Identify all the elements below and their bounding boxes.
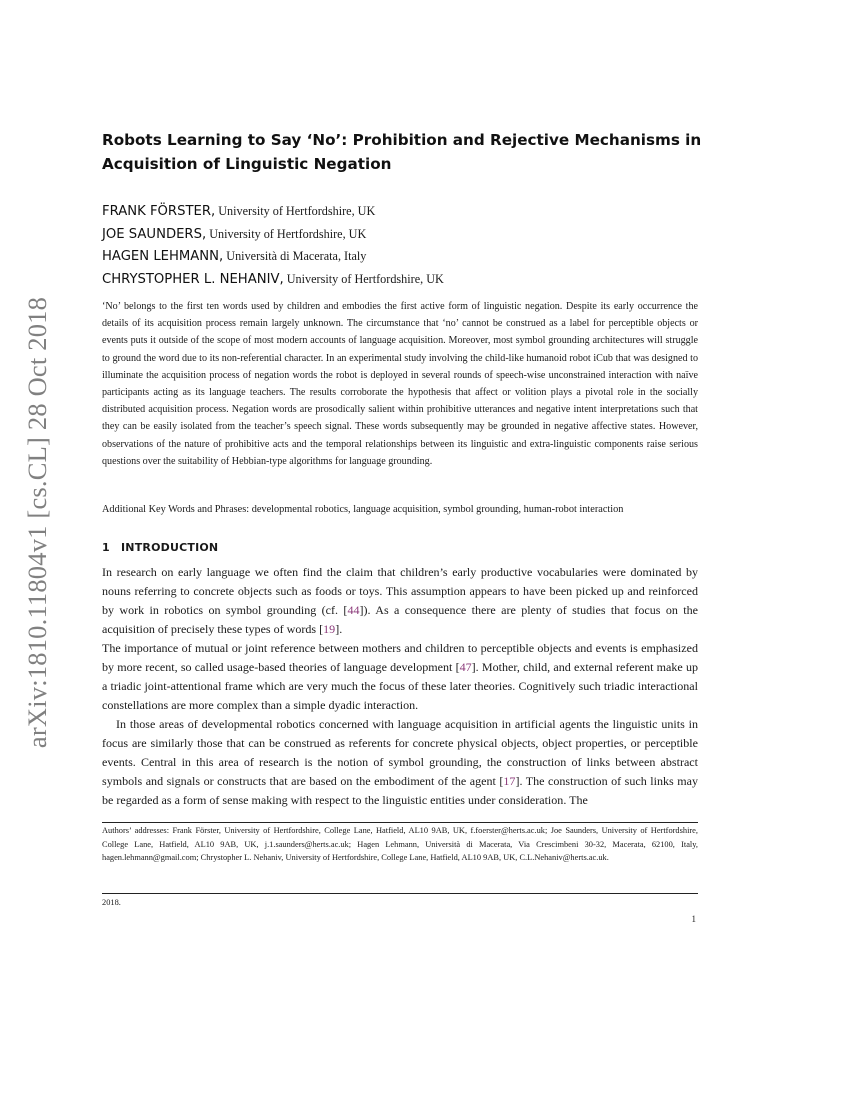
text-segment: ]. The construction of such links may be regarded as a form of sense making with respect to the linguistic entities under consideration. The: [102, 774, 698, 807]
section-number: 1: [102, 541, 110, 554]
section-title: INTRODUCTION: [121, 541, 219, 554]
author-name: FRANK FÖRSTER,: [102, 204, 216, 219]
footnote-divider: [102, 822, 698, 823]
paragraph: [102, 563, 698, 639]
page-number: 1: [691, 914, 696, 924]
body-text: [102, 563, 698, 810]
arxiv-stamp-text: arXiv:1810.11804v1 [cs.CL] 28 Oct 2018: [22, 296, 53, 748]
text-segment: ]). As a consequence there are plenty of studies that focus on the acquisition of precisely these types of words [: [102, 603, 698, 636]
paragraph: [102, 715, 698, 810]
author-affiliation: Università di Macerata, Italy: [223, 249, 367, 263]
author-entry: [102, 223, 444, 246]
footer-divider: [102, 893, 698, 894]
paper-title: Robots Learning to Say ‘No’: Prohibition and Rejective Mechanisms in Acquisition of Linguistic Negation: [102, 131, 702, 173]
author-name: HAGEN LEHMANN,: [102, 249, 224, 264]
keywords: Additional Key Words and Phrases: developmental robotics, language acquisition, symbol grounding, human-robot interaction: [102, 504, 624, 515]
author-list: [102, 200, 444, 290]
arxiv-stamp: [18, 292, 58, 752]
author-affiliation: University of Hertfordshire, UK: [215, 204, 376, 218]
text-segment: ]. Mother, child, and external referent make up a triadic joint-attentional frame which are very much the focus of these later theories. Cognitively such triadic interactional constellations are more complex than a simple dyadic interaction.: [102, 660, 699, 712]
author-entry: [102, 268, 444, 291]
text-segment: ].: [335, 622, 343, 636]
author-name: JOE SAUNDERS,: [102, 226, 207, 242]
author-affiliation: University of Hertfordshire, UK: [206, 226, 367, 241]
paragraph: [102, 639, 698, 715]
text-segment: In those areas of developmental robotics concerned with language acquisition in artificial agents the linguistic units in focus are similarly those that can be construed as referents for concrete physical objects, object properties, or perceptible events. Central in this area of research is the notion of symbol grounding, the construction of links between abstract symbols and signals or constructs that are based on the embodiment of the agent [: [102, 717, 698, 788]
text-segment: In research on early language we often find the claim that children’s early productive vocabularies were dominated by nouns referring to concrete objects such as foods or toys. This assumption appears to have been picked up and reinforced by work in robotics on symbol grounding (cf. [: [102, 565, 698, 617]
author-addresses-footnote: Authors’ addresses: Frank Förster, University of Hertfordshire, College Lane, Hatfield, AL10 9AB, UK, f.foerster@herts.ac.uk; Joe Saunders, University of Hertfordshire, College Lane, Hatfield, AL10 9AB, UK, j.1.saunders@herts.ac.uk; Hagen Lehmann, Università di Macerata, Via Crescimbeni 30-32, Macerata, 62100, Italy, hagen.lehmann@gmail.com; Chrystopher L. Nehaniv, University of Hertfordshire, College Lane, Hatfield, AL10 9AB, UK, C.L.Nehaniv@herts.ac.uk.: [102, 826, 698, 863]
author-entry: [102, 200, 444, 223]
citation-link[interactable]: 47: [459, 660, 472, 674]
author-name: CHRYSTOPHER L. NEHANIV,: [102, 271, 284, 287]
section-heading: [102, 539, 218, 557]
abstract: ‘No’ belongs to the first ten words used by children and embodies the first active form of linguistic negation. Despite its early occurrence the details of its acquisition process remain largely unknown. The circumstance that ‘no’ cannot be construed as a label for perceptible objects or events puts it outside of the scope of most modern accounts of language acquisition. Moreover, most symbol grounding architectures will struggle to ground the word due to its non-referential character. In an experimental study involving the child-like humanoid robot iCub that was designed to illuminate the acquisition process of negation words the robot is deployed in several rounds of speech-wise unconstrained interaction with naïve participants acting as its language teachers. The results corroborate the hypothesis that affect or volition plays a pivotal role in the socially distributed acquisition process. Negation words are prosodically salient within prohibitive utterances and negative intent interpretations such that they can be easily isolated from the teacher’s speech signal. These words subsequently may be grounded in negative affective states. However, observations of the nature of prohibitive acts and the temporal relationships between its linguistic and extra-linguistic components raise serious questions over the suitability of Hebbian-type algorithms for language grounding.: [102, 301, 698, 467]
citation-link[interactable]: 17: [503, 774, 516, 788]
citation-link[interactable]: 19: [323, 622, 336, 636]
author-affiliation: University of Hertfordshire, UK: [283, 271, 444, 286]
publication-year: 2018.: [102, 898, 121, 907]
citation-link[interactable]: 44: [347, 603, 360, 617]
author-entry: [102, 245, 444, 268]
text-segment: The importance of mutual or joint reference between mothers and children to perceptible objects and events is emphasized by more recent, so called usage-based theories of language development [: [102, 641, 698, 674]
